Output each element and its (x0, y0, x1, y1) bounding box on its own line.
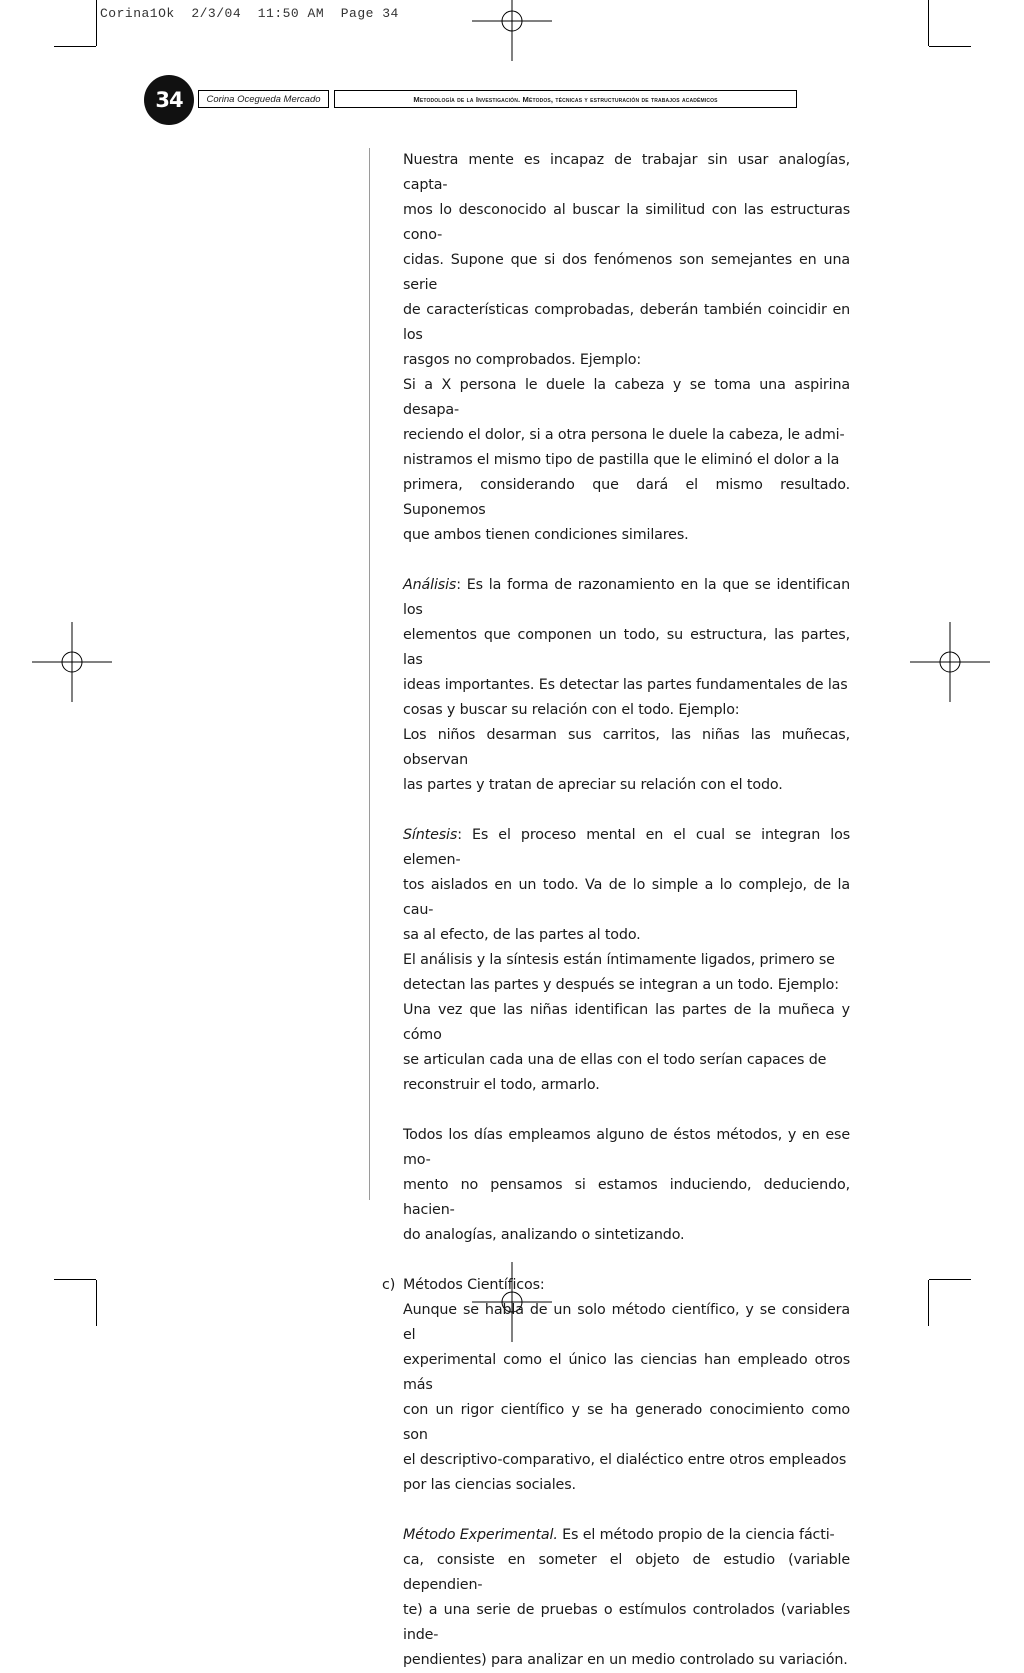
text-line: nistramos el mismo tipo de pastilla que le eliminó el dolor a la (403, 452, 840, 468)
paragraph-daily-methods (403, 1123, 850, 1248)
text-line: sa al efecto, de las partes al todo. (403, 927, 641, 943)
text-line: el descriptivo-comparativo, el dialéctico entre otros empleados (403, 1452, 847, 1468)
section-heading: Métodos Científicos: (403, 1277, 545, 1293)
crop-mark (96, 0, 97, 46)
running-header-author: Corina Ocegueda Mercado (198, 90, 329, 108)
text-line: tos aislados en un todo. Va de lo simple a lo complejo, de la cau- (403, 877, 850, 918)
text-line: Todos los días empleamos alguno de éstos métodos, y en ese mo- (403, 1127, 850, 1168)
text-line: te) a una serie de pruebas o estímulos controlados (variables inde- (403, 1602, 850, 1643)
text-line: El análisis y la síntesis están íntimamente ligados, primero se (403, 952, 835, 968)
text-line: Una vez que las niñas identifican las partes de la muñeca y cómo (403, 1002, 850, 1043)
crop-mark (929, 46, 971, 47)
running-header-title: Metodología de la Investigación. Métodos, técnicas y estructuración de trabajos académicos (334, 90, 797, 108)
text-span: Es el método propio de la ciencia fácti- (557, 1527, 835, 1543)
text-line: reconstruir el todo, armarlo. (403, 1077, 600, 1093)
text-line: Si a X persona le duele la cabeza y se toma una aspirina desapa- (403, 377, 850, 418)
text-line: por las ciencias sociales. (403, 1477, 576, 1493)
text-line: que ambos tienen condiciones similares. (403, 527, 689, 543)
text-line: de características comprobadas, deberán también coincidir en los (403, 302, 850, 343)
text-line: ca, consiste en someter el objeto de estudio (variable dependien- (403, 1552, 850, 1593)
column-rule (369, 148, 370, 1200)
term-sintesis: Síntesis (403, 827, 458, 843)
text-line: las partes y tratan de apreciar su relación con el todo. (403, 777, 783, 793)
crop-mark (54, 46, 96, 47)
text-line: mos lo desconocido al buscar la similitud con las estructuras cono- (403, 202, 850, 243)
text-line: se articulan cada una de ellas con el todo serían capaces de (403, 1052, 827, 1068)
registration-mark-icon (32, 622, 112, 702)
crop-mark (96, 1280, 97, 1326)
text-line (403, 823, 850, 873)
crop-mark (929, 1279, 971, 1280)
registration-mark-icon (910, 622, 990, 702)
text-line: experimental como el único las ciencias han empleado otros más (403, 1352, 850, 1393)
paragraph-analisis (403, 573, 850, 798)
text-line: reciendo el dolor, si a otra persona le duele la cabeza, le admi- (403, 427, 845, 443)
text-line: mento no pensamos si estamos induciendo, deduciendo, hacien- (403, 1177, 850, 1218)
paragraph-analogies (403, 148, 850, 548)
registration-mark-icon (472, 0, 552, 61)
paragraph-metodo-experimental (403, 1523, 850, 1673)
text-line: rasgos no comprobados. Ejemplo: (403, 352, 642, 368)
list-marker: c) (382, 1277, 396, 1293)
text-line: cosas y buscar su relación con el todo. Ejemplo: (403, 702, 740, 718)
text-span: : Es la forma de razonamiento en la que se identifican los (403, 577, 850, 618)
text-line: primera, considerando que dará el mismo resultado. Suponemos (403, 477, 850, 518)
text-span: : Es el proceso mental en el cual se integran los elemen- (403, 827, 850, 868)
page-number-badge: 34 (144, 75, 194, 125)
crop-mark (928, 0, 929, 46)
text-line (403, 1523, 850, 1548)
printer-slug: Corina1Ok 2/3/04 11:50 AM Page 34 (100, 6, 399, 21)
paragraph-sintesis (403, 823, 850, 1098)
crop-mark (928, 1280, 929, 1326)
text-line: Aunque se habla de un solo método científico, y se considera el (403, 1302, 850, 1343)
body-text (382, 148, 850, 1673)
text-line: Los niños desarman sus carritos, las niñas las muñecas, observan (403, 727, 850, 768)
crop-mark (54, 1279, 96, 1280)
term-analisis: Análisis (403, 577, 457, 593)
text-line: con un rigor científico y se ha generado conocimiento como son (403, 1402, 850, 1443)
text-line: ideas importantes. Es detectar las partes fundamentales de las (403, 677, 848, 693)
text-line (403, 573, 850, 623)
list-item-metodos-cientificos (382, 1273, 850, 1498)
text-line: detectan las partes y después se integran a un todo. Ejemplo: (403, 977, 839, 993)
text-line: do analogías, analizando o sintetizando. (403, 1227, 685, 1243)
text-line: cidas. Supone que si dos fenómenos son semejantes en una serie (403, 252, 850, 293)
text-line: elementos que componen un todo, su estructura, las partes, las (403, 627, 850, 668)
term-metodo-experimental: Método Experimental. (403, 1527, 558, 1543)
text-line: Nuestra mente es incapaz de trabajar sin usar analogías, capta- (403, 152, 850, 193)
text-line: pendientes) para analizar en un medio controlado su variación. (403, 1652, 848, 1668)
